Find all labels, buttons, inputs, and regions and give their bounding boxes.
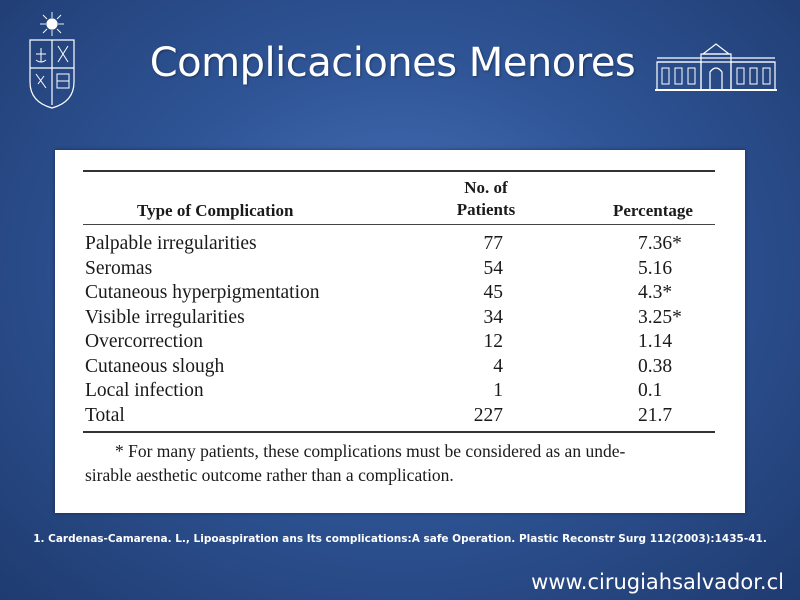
footnote-line2: sirable aesthetic outcome rather than a complication. [85, 465, 454, 485]
cell-patients: 45 [483, 282, 503, 303]
cell-patients: 77 [483, 233, 503, 254]
website-url: www.cirugiahsalvador.cl [531, 570, 784, 594]
complications-table [83, 170, 715, 487]
table-footnote [85, 433, 715, 487]
table-row [83, 231, 715, 256]
hospital-building-icon [655, 40, 777, 92]
table-card [55, 150, 745, 513]
table-body [83, 225, 715, 431]
cell-type: Palpable irregularities [85, 233, 257, 254]
table-row [83, 280, 715, 305]
footnote-line1: * For many patients, these complications must be considered as an unde- [115, 441, 626, 461]
cell-patients: 1 [493, 380, 503, 401]
cell-patients: 4 [493, 355, 503, 377]
cell-percentage: 5.16 [638, 257, 673, 279]
cell-percentage: 1.14 [638, 331, 673, 352]
cell-percentage: 0.38 [638, 355, 673, 377]
cell-type: Local infection [85, 380, 204, 401]
cell-type: Cutaneous hyperpigmentation [85, 282, 320, 303]
cell-percentage: 4.3* [638, 282, 673, 303]
table-row-total [83, 403, 715, 428]
header-percentage: Percentage [613, 201, 693, 220]
table-header [83, 172, 715, 224]
header-patients-line2: Patients [456, 200, 516, 219]
table-row [83, 378, 715, 403]
cell-patients: 227 [473, 404, 503, 426]
table-row [83, 354, 715, 379]
slide-title: Complicaciones Menores [149, 40, 636, 86]
cell-type: Cutaneous slough [85, 355, 225, 377]
table-row [83, 256, 715, 281]
cell-percentage: 7.36* [638, 233, 682, 254]
cell-patients: 12 [483, 331, 503, 352]
cell-percentage: 21.7 [638, 404, 673, 426]
cell-type: Seromas [85, 257, 153, 279]
citation: 1. Cardenas-Camarena. L., Lipoaspiration ans Its complications:A safe Operation. Plastic Reconstr Surg 112(2003):1435-41. [33, 533, 767, 545]
cell-percentage: 3.25* [638, 306, 682, 328]
header-patients [433, 177, 539, 221]
cell-patients: 54 [483, 257, 503, 279]
cell-type: Overcorrection [85, 331, 204, 352]
header-patients-line1: No. of [464, 178, 508, 197]
cell-type: Visible irregularities [85, 306, 245, 328]
table-row [83, 305, 715, 330]
cell-patients: 34 [483, 306, 503, 328]
cell-type: Total [85, 404, 125, 426]
cell-percentage: 0.1 [638, 380, 663, 401]
header-type: Type of Complication [137, 201, 294, 220]
table-row [83, 329, 715, 354]
